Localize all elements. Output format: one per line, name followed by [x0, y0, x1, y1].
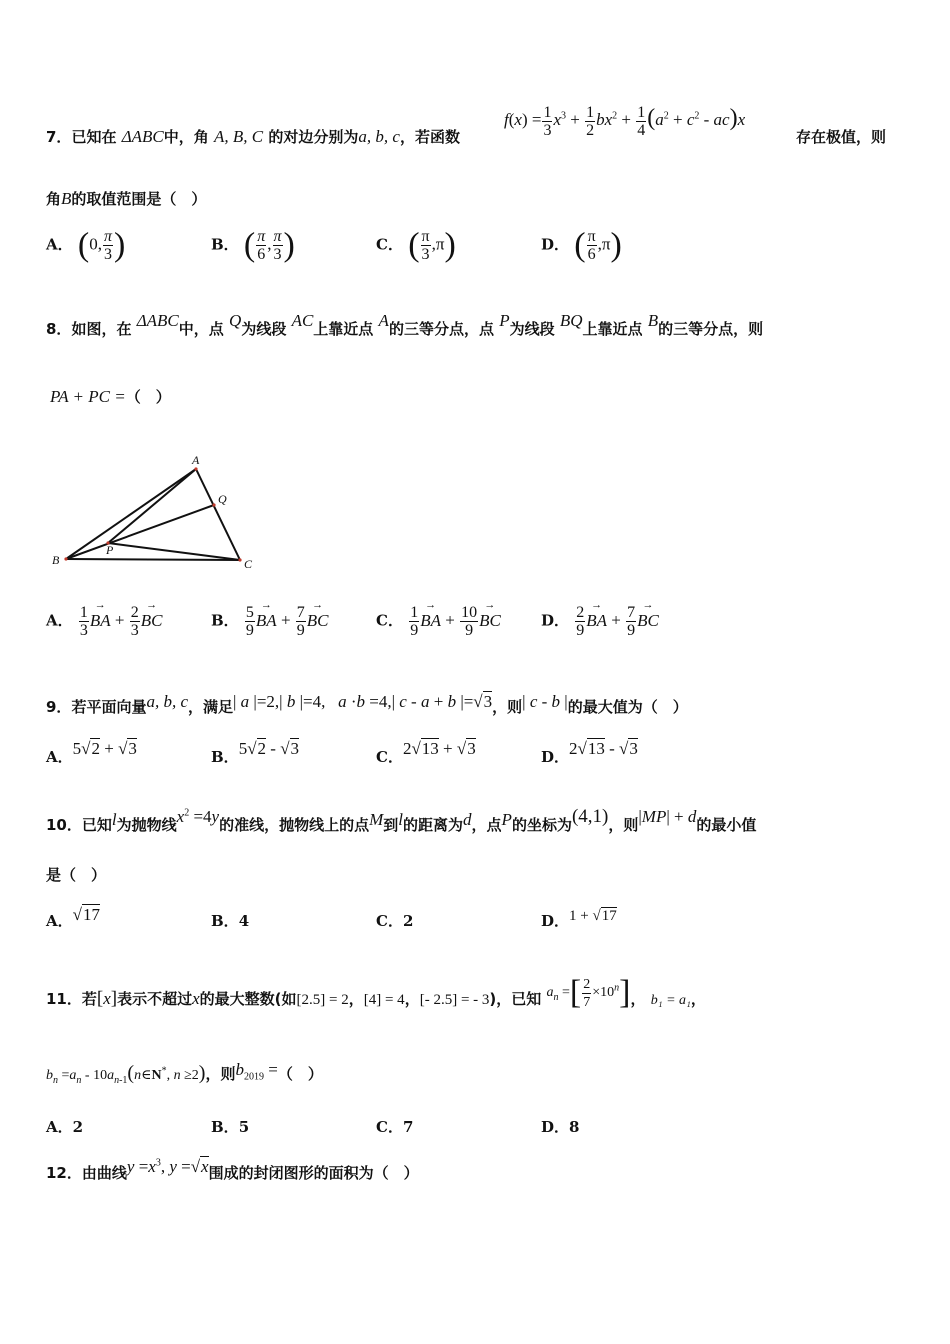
- q11-an-formula: $a_n$ =[ $\frac{2}{7}$ $\times 10^n$]: [546, 974, 631, 1011]
- q11-line1: 11．若[x]表示不超过x的最大整数(如[2.5] = 2，[4] = 4，[- 2.5] = - 3)，已知 $a_n$ =[ $\frac{2}{7}$ $\times 10^n$]， b₁ = a₁，: [46, 974, 706, 1011]
- q7-option-b[interactable]: B． ( $\frac{\pi}{6}$ , $\frac{\pi}{3}$ ): [211, 226, 295, 264]
- q11-bn-formula: $b_n =a_n$ - $10a_{n-1}(n\in N^*$, n ≥2): [46, 1062, 206, 1086]
- q9-conditions: | a |=2,| b |=4, a ·b =4,| c - a + b |=√3: [233, 692, 493, 711]
- q11-line2: $b_n =a_n$ - $10a_{n-1}(n\in N^*$, n ≥2)，则$b_{2019}$ =（ ）: [46, 1060, 323, 1086]
- q10-line1: 10．已知l为抛物线$x^2 =4y$的准线，抛物线上的点M到l的距离为d，点P的坐标为(4,1)，则|MP| + d的最小值: [46, 806, 757, 834]
- q8-expression: PA + PC =（ ）: [50, 387, 171, 406]
- q11-option-d[interactable]: D．8: [541, 1118, 580, 1136]
- q10-option-d[interactable]: D．1 + √17: [541, 908, 617, 930]
- label-a: A: [192, 453, 200, 467]
- q10-parabola: $x^2 =4y$: [176, 807, 220, 826]
- q8-option-c[interactable]: C． $\frac{1}{9}$ → BA + $\frac{10}{9}$ → BC: [376, 604, 501, 639]
- q10-option-b[interactable]: B．4: [211, 912, 250, 930]
- q8-triangle-figure: [44, 450, 264, 580]
- q10-option-c[interactable]: C．2: [376, 912, 414, 930]
- q8-option-a[interactable]: A． $\frac{1}{3}$ → BA + $\frac{2}{3}$ → BC: [46, 604, 162, 639]
- q7-line2: 角B的取值范围是（ ）: [46, 189, 207, 208]
- edge-bc: [66, 559, 240, 560]
- label-c: C: [244, 557, 253, 571]
- q12-curves: $y =x^3$, y =√x: [126, 1157, 209, 1176]
- q8-line1: 8．如图，在 ΔABC中，点 Q为线段 AC上靠近点 A的三等分点，点 P为线段 BQ上靠近点 B的三等分点，则: [46, 311, 764, 338]
- q11-option-a[interactable]: A．2: [46, 1118, 84, 1136]
- q8-option-b[interactable]: B． $\frac{5}{9}$ → BA + $\frac{7}{9}$ → BC: [211, 604, 329, 639]
- label-q: Q: [218, 492, 227, 506]
- q11-option-c[interactable]: C．7: [376, 1118, 414, 1136]
- q7-option-a[interactable]: A． (0, $\frac{\pi}{3}$ ): [46, 226, 126, 264]
- q9-option-c[interactable]: C．2√13 + √3: [376, 739, 476, 766]
- q8-option-d[interactable]: D． $\frac{2}{9}$ → BA + $\frac{7}{9}$ → BC: [541, 604, 659, 639]
- q12-line1: 12．由曲线$y =x^3$, y =√x围成的封闭图形的面积为（ ）: [46, 1157, 419, 1182]
- q9-option-d[interactable]: D．2√13 - √3: [541, 739, 638, 766]
- edge-ac: [196, 469, 240, 560]
- q10-target: |MP| + d: [638, 807, 697, 826]
- segment-bq: [66, 505, 214, 559]
- label-b: B: [52, 553, 60, 567]
- segment-pc: [108, 543, 240, 560]
- q11-option-b[interactable]: B．5: [211, 1118, 250, 1136]
- segment-pa: [108, 469, 196, 543]
- q7-function-formula: f(x) = $\frac{1}{3}$ $x^3$ + $\frac{1}{2}$ $bx^2$ + $\frac{1}{4}$ $(a^2 + c^2 - ac)x$: [504, 104, 746, 139]
- q7-number: 7．: [46, 128, 72, 146]
- q9-option-b[interactable]: B．5√2 - √3: [211, 739, 300, 766]
- label-p: P: [106, 543, 114, 557]
- q9-option-a[interactable]: A．5√2 + √3: [46, 739, 137, 766]
- q7-function: [504, 104, 745, 139]
- q7-option-d[interactable]: D． ( $\frac{\pi}{6}$ ,π): [541, 226, 622, 264]
- q9-line1: 9．若平面向量a, b, c，满足| a |=2,| b |=4, a ·b =4,| c - a + b |=√3，则| c - b |的最大值为（ ）: [46, 692, 688, 716]
- q9-target: | c - b |: [522, 692, 568, 711]
- q7-option-c[interactable]: C． ( $\frac{\pi}{3}$ ,π): [376, 226, 456, 264]
- q10-option-a[interactable]: A．√17: [46, 905, 100, 930]
- q7-line1: 7．已知在 ΔABC中，角 A, B, C 的对边分别为a, b, c，若函数: [46, 127, 460, 146]
